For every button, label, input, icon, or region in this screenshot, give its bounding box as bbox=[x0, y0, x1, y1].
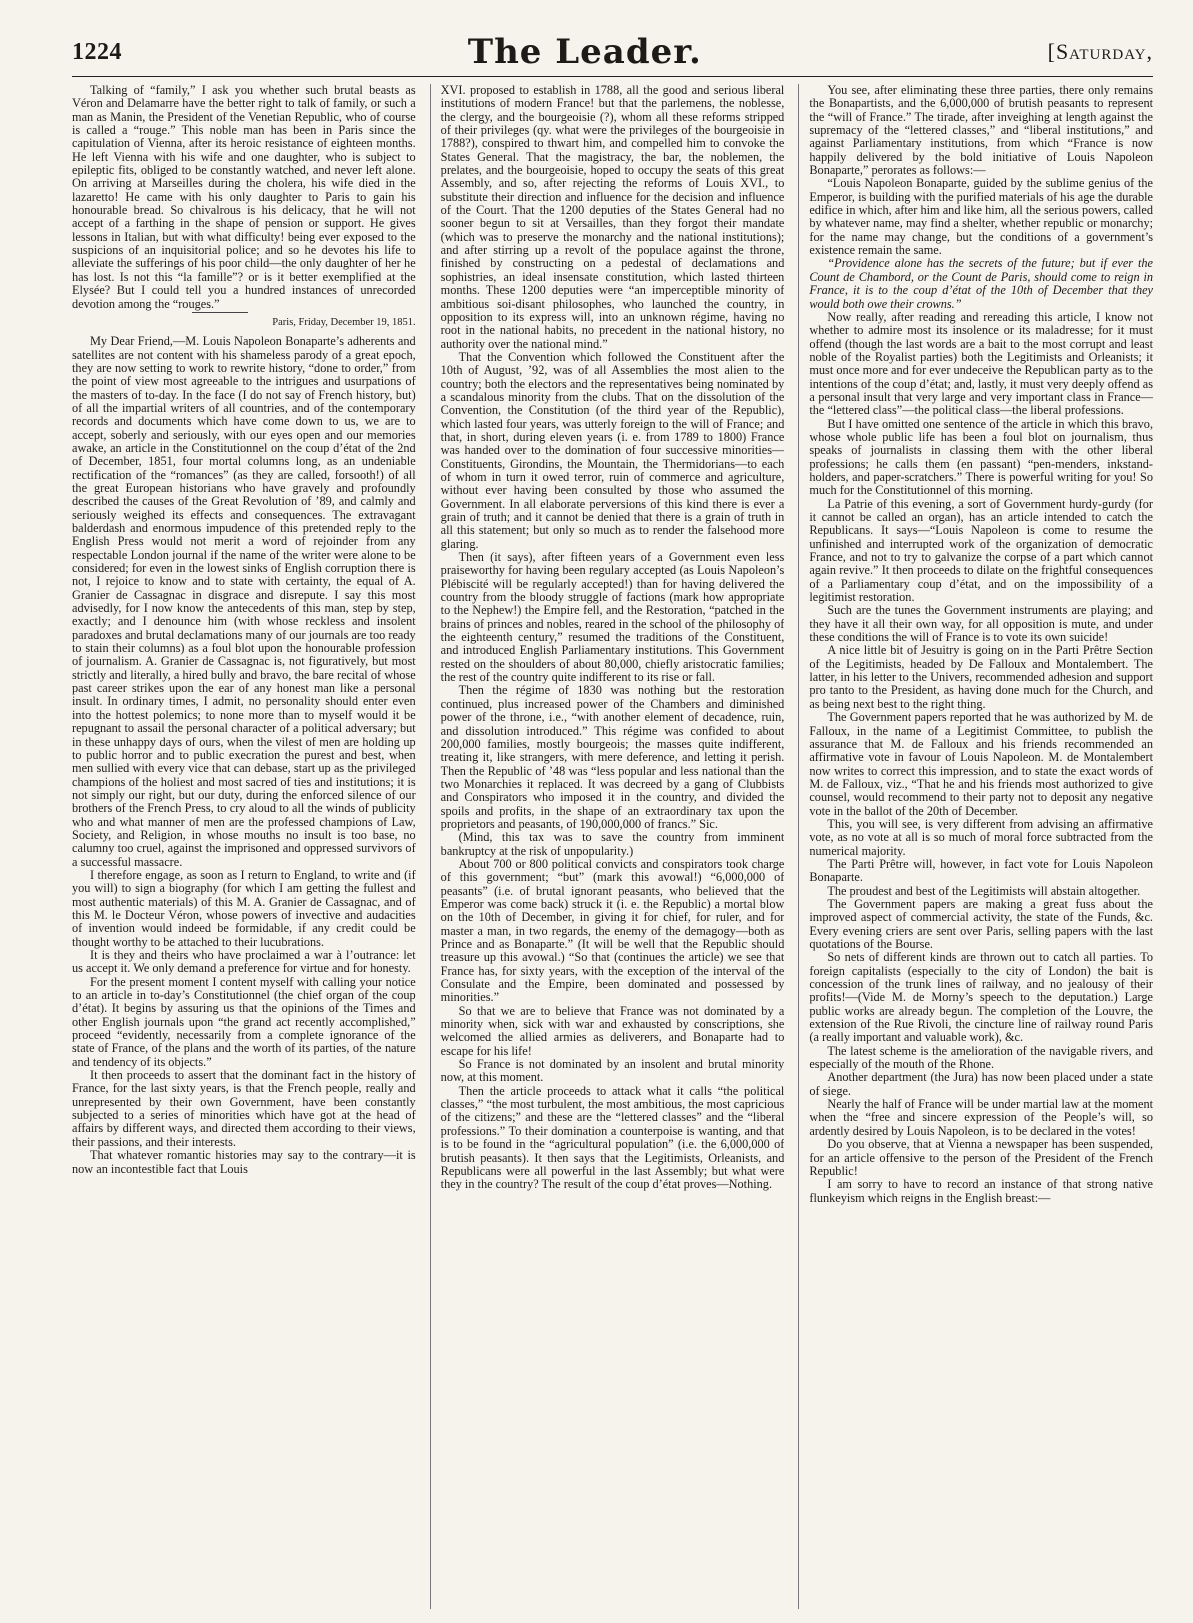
paragraph: It is they and theirs who have proclaimed a war à l’outrance: let us accept it. We only demand a preference for virtue and for honesty. bbox=[72, 948, 416, 976]
paragraph: Another department (the Jura) has now been placed under a state of siege. bbox=[809, 1070, 1154, 1098]
paragraph: Now really, after reading and rereading this article, I know not whether to admire most its insolence or its maladresse; for it must offend (though the last words are a bait to the most corrupt and least noble of the Royalist parties) both the Legitimists and Orleanists; it must once more and for ever undeceive the Republican party as to the intentions of the coup d’état; and, lastly, it must very deeply offend as a personal insult that very large and very important class in France—the “lettered class”—the political class—the liberal professions. bbox=[809, 309, 1154, 418]
paragraph: The Government papers reported that he was authorized by M. de Falloux, in the name of a Legitimist Committee, to publish the assurance that M. de Falloux and his friends recommended an affirmative vote in favour of Louis Napoleon. M. de Montalembert now writes to correct this impression, and to state the exact words of M. de Falloux, viz., “That he and his friends most authorized to give counsel, would recommend to their party not to deposit any negative vote in the ballot of the 20th of December. bbox=[809, 710, 1154, 818]
column-3 bbox=[798, 84, 1153, 1609]
header-rule bbox=[72, 76, 1153, 77]
paragraph: This, you will see, is very different from advising an affirmative vote, as no vote at all is so much of moral force subtracted from the numerical majority. bbox=[809, 816, 1154, 858]
paragraph: La Patrie of this evening, a sort of Government hurdy-gurdy (for it cannot be called an organ), has an article intended to catch the Republicans. It says—“Louis Napoleon is come to resume the unfinished and interrupted work of the organization of democratic France, and not to try to galvanize the corpse of a part which cannot again revive.” It then proceeds to dilate on the frightful consequences of a Parliamentary coup d’état, and on the impossibility of a legitimist restoration. bbox=[809, 496, 1154, 605]
paragraph: “Louis Napoleon Bonaparte, guided by the sublime genius of the Emperor, is building with the purified materials of his age the durable edifice in which, after him and like him, all the serious powers, called by whatever name, may find a shelter, whether republic or monarchy; for the name may change, but the conditions of a government’s existence remain the same. bbox=[809, 176, 1154, 258]
paragraph: That the Convention which followed the Constituent after the 10th of August, ’92, was of all Assemblies the most alien to the country; both the electors and the representatives being nominated by a scandalous minority from the clubs. That on the dissolution of the Convention, the Constitution (of the third year of the Republic), which lasted four years, was utterly foreign to the will of France; and that, in short, during eleven years (i. e. from 1789 to 1800) France was handed over to the domination of four successive minorities—Constituents, Girondins, the Mountain, the Thermidorians—to each of whom in turn it owed terror, ruin of commerce and agriculture, without ever having been consulted by those who assumed the Government. In all elaborate perversions of this kind there is ever a grain of truth; and it cannot be denied that there is a grain of truth in all this statement; but only so much as to render the falsehood more glaring. bbox=[440, 349, 785, 551]
paragraph: I therefore engage, as soon as I return to England, to write and (if you will) to sign a biography (for which I am getting the fullest and most authentic materials) of this M. A. Granier de Cassagnac, and of this M. le Docteur Véron, whose powers of invective and audacities of invention would indeed be formidable, if any credit could be thought worthy to be attached to their lucubrations. bbox=[72, 867, 416, 949]
column-2 bbox=[430, 84, 785, 1609]
paragraph: “Providence alone has the secrets of the future; but if ever the Count de Chambord, or the Count de Paris, should come to reign in France, it is to the coup d’état of the 10th of December that they would both owe their crowns.” bbox=[809, 256, 1154, 311]
paragraph: My Dear Friend,—M. Louis Napoleon Bonaparte’s adherents and satellites are not content with his shameless parody of a great epoch, they are now setting to work to rewrite history, “done to order,” from the point of view most agreeable to the intrigues and usurpations of the masters of to-day. In the face (I do not say of French history, but) of all the impartial writers of all countries, and of the contemporary records and documents which have come down to us, we are to accept, soberly and seriously, with our eyes open and our memories awake, an article in the Constitutionnel on the coup d’état of the 2nd of December, 1851, four mortal columns long, as an undeniable rectification of the “romances” (as they are called, forsooth!) of all the great European historians who have gravely and profoundly described the causes of the Great Revolution of ’89, and calmly and seriously weighed its effects and consequences. The extravagant balderdash and enormous impudence of this pretended reply to the English Press would not merit a word of rejoinder from any respectable London journal if the name of the writer were alone to be considered; for even in the lowest sinks of English corruption there is not, I rejoice to know and to state with certainty, the equal of A. Granier de Cassagnac in disgrace and disrepute. I say this most advisedly, for I now know the antecedents of this man, step by step, exactly; and I denounce him (with whose reckless and insolent paradoxes and brutal declamations many of our journals are too ready to stain their columns) as a foul blot upon the honourable profession of journalism. A. Granier de Cassagnac is, not figuratively, but most strictly and literally, a hired bully and bravo, the bare recital of whose past career strikes upon the ear of any honest man like a personal insult. In ordinary times, I admit, no personality should enter even into the hottest polemics; to none more than to myself would it be repugnant to assail the personal character of a political adversary; but in these unhappy days of ours, when the vilest of men are holding up to public horror and to public execration the purest and best, when men sullied with every vice that can debase, start up as the privileged champions of the holiest and most sacred of ties and institutions; it is not simply our right, but our duty, during the enforced silence of our brothers of the French Press, to cry aloud to all the winds of publicity who and what manner of men are the professed champions of Law, Society, and Religion, in whose mouths no insult is too base, no calumny too cruel, against the imprisoned and oppressed survivors of a successful massacre. bbox=[72, 334, 416, 869]
paragraph: So that we are to believe that France was not dominated by a minority when, sick with war and exhausted by conscriptions, she welcomed the allied armies as deliverers, and Bonaparte had to escape for his life! bbox=[440, 1003, 785, 1058]
paragraph: Nearly the half of France will be under martial law at the moment when the “free and sincere expression of the People’s will, so ardently desired by Louis Napoleon, is to be declared in the votes! bbox=[809, 1097, 1154, 1138]
paragraph: But I have omitted one sentence of the article in which this bravo, whose whole public life has been a foul blot on journalism, thus speaks of journalists in classing them with the other liberal professions; he calls them (en passant) “pen-menders, inkstand-holders, and paper-scratchers.” There is powerful writing for you! So much for the Constitutionnel of this morning. bbox=[809, 416, 1154, 498]
paragraph: (Mind, this tax was to save the country from imminent bankruptcy at the risk of unpopularity.) bbox=[440, 830, 785, 858]
paragraph: About 700 or 800 political convicts and conspirators took charge of this government; “but” (mark this avowal!) “6,000,000 of peasants” (i.e. of brutal ignorant peasants, who believed that the Emperor was come back) struck it (i. e. the Republic) a mortal blow on the 10th of December, in giving it for chief, for ruler, and for master a man, in two regards, the enemy of the demagogy—both as Prince and as Bonaparte.” (It will be well that the Republic should treasure up this avowal.) “So that (continues the article) we see that France has, for sixty years, with the exception of the interval of the Consulate and the Empire, been dominated and possessed by minorities.” bbox=[440, 856, 785, 1005]
page-header bbox=[72, 30, 1153, 74]
paragraph: Such are the tunes the Government instruments are playing; and they have it all their own way, for all opposition is mute, and under these conditions the will of France is to vote its own suicide! bbox=[809, 603, 1154, 645]
paragraph: A nice little bit of Jesuitry is going on in the Parti Prêtre Section of the Legitimists, headed by De Falloux and Montalembert. The latter, in his letter to the Univers, recommended adhesion and support pro tanto to the President, as having done much for the Church, and as being next best to the right thing. bbox=[809, 643, 1154, 711]
paragraph: XVI. proposed to establish in 1788, all the good and serious liberal institutions of modern France! but that the parlemens, the noblesse, the clergy, and the bourgeoisie (?), whom all these reforms stripped of their privileges (qy. what were the privileges of the bourgeoisie in 1788?), conspired to thwart him, and compelled him to convoke the States General. That the magistracy, the bar, the noblemen, the prelates, and the bourgeoisie, hoped to occupy the seats of this great Assembly, and so, after rejecting the reforms of Louis XVI., to substitute their direction and influence for the decision and influence of the Court. That the 1200 deputies of the States General had no sooner begun to sit at Versailles, than they forgot their mandate (which was to preserve the monarchy and the national institutions); and after stirring up a revolt of the populace against the throne, finished by constructing on a pedestal of declamations and sophistries, an ideal insensate constitution, which lasted thirteen months. These 1200 deputies were “an imperceptible minority of ambitious soi-disant philosophes, who launched the country, in opposition to its express will, into an unknown régime, having no root in the national habits, no precedent in the national history, no authority over the national mind.” bbox=[440, 84, 785, 351]
paragraph: Talking of “family,” I ask you whether such brutal beasts as Véron and Delamarre have the better right to talk of family, or such a man as Manin, the President of the Venetian Republic, who of course is called a “rouge.” This noble man has been in Paris since the capitulation of Vienna, after its heroic resistance of eighteen months. He left Vienna with his wife and one daughter, who is subject to epileptic fits, obliged to be constantly watched, and never left alone. On arriving at Marseilles during the cholera, his wife died in the lazaretto! He came with his only daughter to Paris to gain his honourable bread. So chivalrous is his delicacy, that he will not accept of a farthing in the shape of pension or support. He gives lessons in Italian, but with what difficulty! being ever exposed to the suspicions of an inquisitorial police; and so he devotes his life to alleviate the sufferings of his poor child—the only daughter of her he has lost. Is not this “la famille”? or is it better exemplified at the Elysée? But I could tell you a hundred instances of unrecorded devotion among the “rouges.” bbox=[72, 84, 416, 311]
column-1 bbox=[72, 84, 416, 1609]
article-columns bbox=[72, 84, 1153, 1609]
page-number: 1224 bbox=[72, 38, 122, 65]
paragraph: For the present moment I content myself with calling your notice to an article in to-day’s Constitutionnel (the chief organ of the coup d’état). It begins by assuring us that the opinions of the Times and other English journals upon “the grand act recently accomplished,” proceed “evidently, necessarily from a complete ignorance of the state of France, of the plans and the worth of its parties, of the nature and tendency of its objects.” bbox=[72, 974, 416, 1069]
paragraph: It then proceeds to assert that the dominant fact in the history of France, for the last sixty years, is that the French people, really and unrepresented by their own Government, have been constantly subjected to a series of minorities which have got at the head of affairs by different ways, and directed them according to their views, their passions, and their interests. bbox=[72, 1068, 416, 1149]
paragraph: That whatever romantic histories may say to the contrary—it is now an incontestible fact that Louis bbox=[72, 1148, 416, 1176]
paragraph: Then the article proceeds to attack what it calls “the political classes,” “the most turbulent, the most ambitious, the most capricious of the citizens;” and these are the “lettered classes” and the “liberal professions.” To their domination a counterpoise is wanting, and that is to be found in the “agricultural population” (i.e. the 6,000,000 of brutish peasants). It then says that the Legitimists, Orleanists, and Republicans were all powerful in the last Assembly; but what were they in the country? The result of the coup d’état proves—Nothing. bbox=[440, 1083, 785, 1192]
masthead-title: The Leader. bbox=[467, 32, 702, 72]
paragraph: So France is not dominated by an insolent and brutal minority now, at this moment. bbox=[440, 1057, 785, 1085]
paragraph: The latest scheme is the amelioration of the navigable rivers, and especially of the mouth of the Rhone. bbox=[809, 1043, 1154, 1072]
paragraph: The Parti Prêtre will, however, in fact vote for Louis Napoleon Bonaparte. bbox=[809, 856, 1154, 885]
paragraph: I am sorry to have to record an instance of that strong native flunkeyism which reigns in the English breast:— bbox=[809, 1177, 1154, 1205]
paragraph: Then the régime of 1830 was nothing but the restoration continued, plus increased power of the Chambers and diminished power of the throne, i.e., “with another element of decadence, ruin, and dissolution introduced.” This régime was confided to about 200,000 families, mostly bourgeois; the masses quite indifferent, treating it, like strangers, with mere deference, and letting it perish. Then the Republic of ’48 was “less popular and less national than the two Monarchies it replaced. It was decreed by a gang of Clubbists and Conspirators who imposed it in the country, and divided the spoils and profits, in the shape of an extraordinary tax upon the proprietors and peasants, of 190,000,000 of francs.” Sic. bbox=[440, 683, 785, 831]
paragraph: Then (it says), after fifteen years of a Government even less praiseworthy for having been regulary accepted (as Louis Napoleon’s Plébiscité will be regularly accepted!) than for having delivered the country from the bloody struggle of factions (mark how appropriate to the Nephew!) the Empire fell, and the Restoration, “patched in the brains of princes and nobles, reared in the school of the philosophy of the eighteenth century,” resumed the traditions of the Constituent, and introduced English Parliamentary institutions. This Government rested on the shoulders of about 80,000, chiefly aristocratic families; the rest of the country quite indifferent to its rise or fall. bbox=[440, 550, 785, 685]
paragraph: So nets of different kinds are thrown out to catch all parties. To foreign capitalists (especially to the city of London) the bait is concession of the trunk lines of railway, and no jealousy of their profits!—(Vide M. de Morny’s speech to the deputation.) Large public works are already begun. The completion of the Louvre, the extension of the Rue Rivoli, the cincture line of railway round Paris (a really important and valuable work), &c. bbox=[809, 950, 1154, 1045]
paragraph: The proudest and best of the Legitimists will abstain altogether. bbox=[827, 883, 1141, 898]
paragraph: The Government papers are making a great fuss about the improved aspect of commercial activity, the state of the Funds, &c. Every evening criers are sent over Paris, selling papers with the last quotations of the Bourse. bbox=[809, 896, 1154, 951]
issue-day: [Saturday, bbox=[1047, 39, 1153, 64]
paragraph: You see, after eliminating these three parties, there only remains the Bonapartists, and the 6,000,000 of brutish peasants to represent the “will of France.” The tirade, after inveighing at length against the supremacy of the “lettered classes,” and “liberal institutions,” and against Parliamentary institutions, from which “France is now happily delivered by the bold initiative of Louis Napoleon Bonaparte,” perorates as follows:— bbox=[809, 84, 1154, 178]
dateline: Paris, Friday, December 19, 1851. bbox=[72, 316, 416, 329]
paragraph: Do you observe, that at Vienna a newspaper has been suspended, for an article offensive to the person of the President of the French Republic! bbox=[809, 1137, 1154, 1178]
